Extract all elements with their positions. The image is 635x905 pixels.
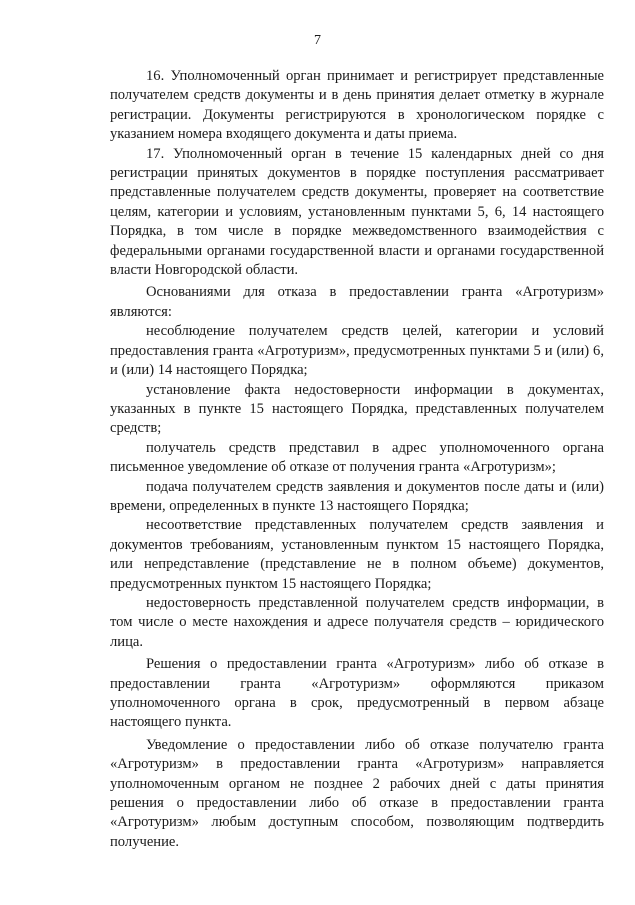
refusal-ground-4: подача получателем средств заявления и документов после даты и (или) времени, определенных в пункте 13 настоящего Порядка;	[110, 478, 604, 514]
refusal-ground-1: несоблюдение получателем средств целей, категории и условий предоставления гранта «Агротуризм», предусмотренных пунктами 5 и (или) 6, и (или) 14 настоящего Порядка;	[110, 323, 604, 379]
notification-paragraph: Уведомление о предоставлении либо об отказе получателю гранта «Агротуризм» в предоставлении гранта «Агротуризм» направляется уполномоченным органом не позднее 2 рабочих дней с даты принятия решения о предоставлении либо об отказе в предоставлении гранта «Агротуризм» любым доступным способом, позволяющим подтвердить получение.	[110, 736, 604, 850]
paragraph-17: 17. Уполномоченный орган в течение 15 календарных дней со дня регистрации принятых документов в порядке поступления рассматривает представленные получателем средств документы, проверяет на соответствие целям, категории и условиям, установленным пунктами 5, 6, 14 настоящего Порядка, в том числе в порядке межведомственного взаимодействия с федеральными органами государственной власти и органами государственной власти Новгородской области.	[110, 145, 604, 279]
refusal-grounds-intro: Основаниями для отказа в предоставлении гранта «Агротуризм» являются:	[110, 284, 604, 320]
document-body	[110, 67, 604, 852]
paragraph-16: 16. Уполномоченный орган принимает и регистрирует представленные получателем средств документы и в день принятия делает отметку в журнале регистрации. Документы регистрируются в хронологическом порядке с указанием номера входящего документа и даты приема.	[110, 68, 604, 143]
refusal-ground-6: недостоверность представленной получателем средств информации, в том числе о месте нахождения и адресе получателя средств – юридического лица.	[110, 594, 604, 650]
refusal-ground-2: установление факта недостоверности информации в документах, указанных в пункте 15 настоящего Порядка, представленных получателем средств;	[110, 381, 604, 437]
refusal-ground-3: получатель средств представил в адрес уполномоченного органа письменное уведомление об отказе от получения гранта «Агротуризм»;	[110, 439, 604, 476]
page-number: 7	[314, 33, 321, 48]
refusal-ground-5: несоответствие представленных получателем средств заявления и документов требованиям, установленным пунктом 15 настоящего Порядка, или непредставление (представление не в полном объеме) документов, предусмотренных пунктом 15 настоящего Порядка;	[110, 517, 604, 592]
decision-paragraph: Решения о предоставлении гранта «Агротуризм» либо об отказе в предоставлении гранта «Агротуризм» оформляются приказом уполномоченного органа в срок, предусмотренный в первом абзаце настоящего пункта.	[110, 656, 604, 731]
